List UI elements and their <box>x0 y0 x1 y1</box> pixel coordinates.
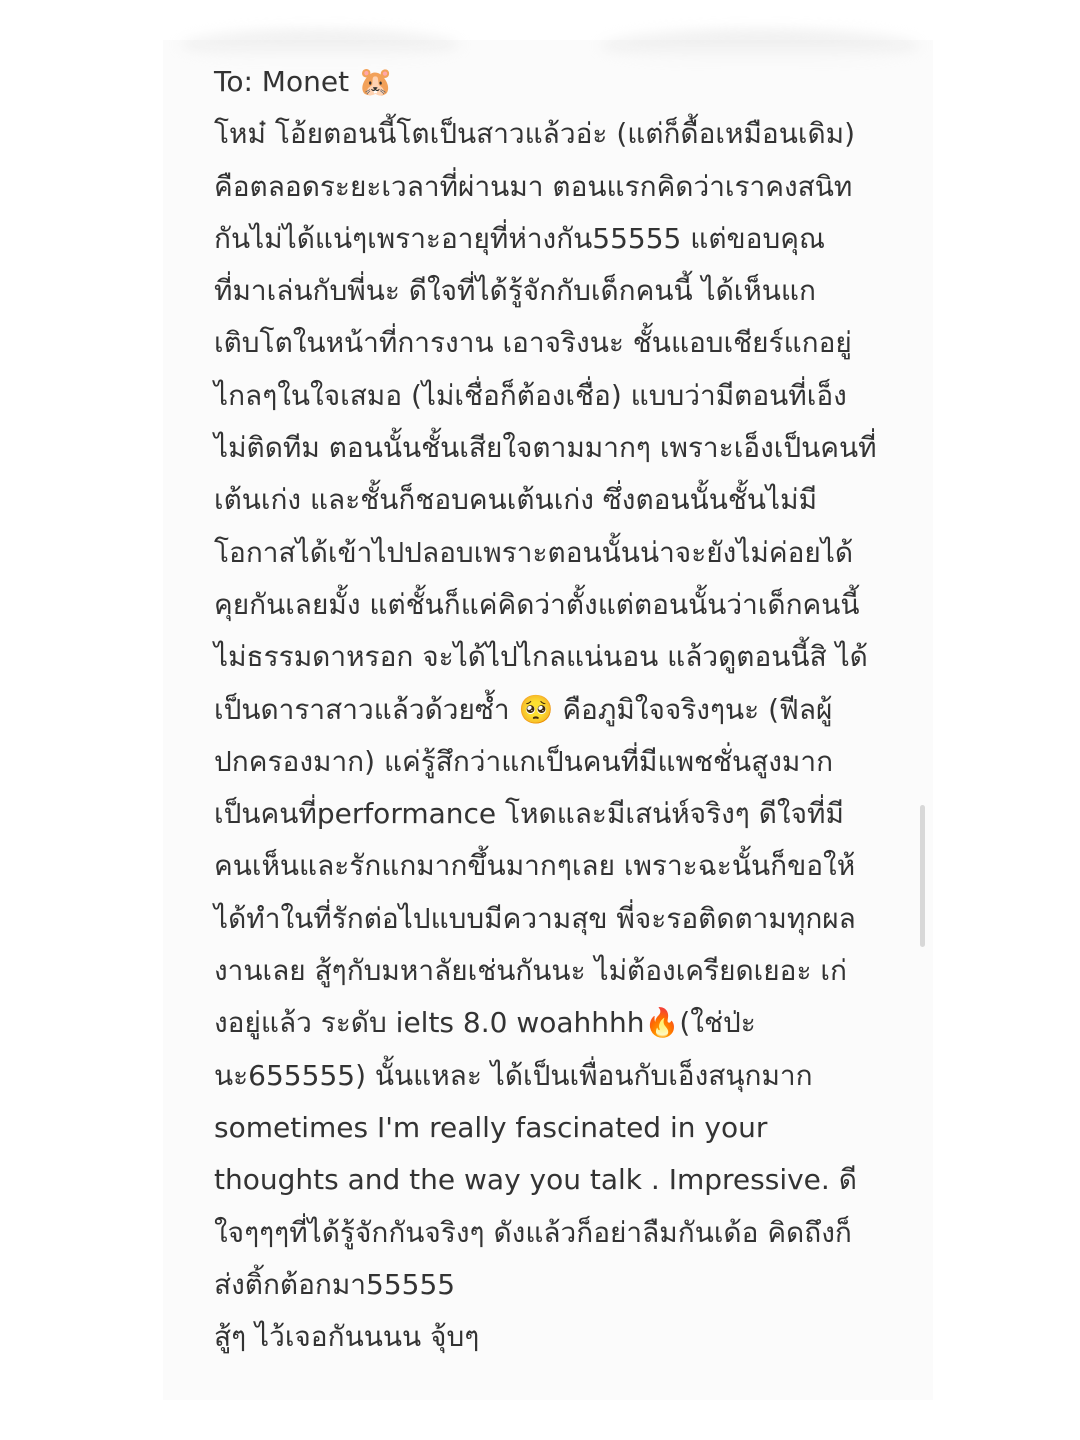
note-line: เติบโตในหน้าที่การงาน เอาจริงนะ ชั้นแอบเชียร์แกอยู่ <box>214 326 852 360</box>
note-line: ไกลๆในใจเสมอ (ไม่เชื่อก็ต้องเชื่อ) แบบว่ามีตอนที่เอ็ง <box>214 378 847 412</box>
note-line: เต้นเก่ง และชั้นก็ชอบคนเต้นเก่ง ซึ่งตอนนั้นชั้นไม่มี <box>214 483 818 517</box>
note-line: ไม่ธรรมดาหรอก จะได้ไปไกลแน่นอน แล้วดูตอนนี้สิ ได้ <box>214 640 868 674</box>
note-line: ได้ทำในที่รักต่อไปแบบมีความสุข พี่จะรอติดตามทุกผล <box>214 901 856 935</box>
note-line: ใจๆๆๆที่ได้รู้จักกันจริงๆ ดังแล้วก็อย่าลืมกันเด้อ คิดถึงก็ <box>214 1215 852 1249</box>
note-line: ปกครองมาก) แค่รู้สึกว่าแกเป็นคนที่มีแพชชั่นสูงมาก <box>214 744 834 778</box>
note-line: โอกาสได้เข้าไปปลอบเพราะตอนนั้นน่าจะยังไม่ค่อยได้ <box>214 535 854 569</box>
note-line: นะ655555) นั้นแหละ ได้เป็นเพื่อนกับเอ็งสนุกมาก <box>214 1058 813 1092</box>
note-line: กันไม่ได้แน่ๆเพราะอายุที่ห่างกัน55555 แต่ขอบคุณ <box>214 221 825 255</box>
note-line: ที่มาเล่นกับพี่นะ ดีใจที่ได้รู้จักกับเด็กคนนี้ ได้เห็นแก <box>214 274 816 308</box>
note-line: ไม่ติดทีม ตอนนั้นชั้นเสียใจตามมากๆ เพราะเอ็งเป็นคนที่ <box>214 431 877 465</box>
note-line: คือตลอดระยะเวลาที่ผ่านมา ตอนแรกคิดว่าเราคงสนิท <box>214 169 853 203</box>
note-line: โหม๋ โอ้ยตอนนี้โตเป็นสาวแล้วอ่ะ (แต่ก็ดื้อเหมือนเดิม) <box>214 117 856 151</box>
note-text-body[interactable] <box>214 56 904 1363</box>
note-greeting-line: To: Monet 🐹 <box>214 65 393 98</box>
note-line: งอยู่แล้ว ระดับ ielts 8.0 woahhhh🔥(ใช่ป่ะ <box>214 1006 756 1040</box>
note-line: เป็นคนที่performance โหดและมีเสน่ห์จริงๆ ดีใจที่มี <box>214 797 844 831</box>
vertical-scrollbar[interactable] <box>920 805 925 947</box>
note-closing-line: สู้ๆ ไว้เจอกันนนน จุ้บๆ <box>214 1320 480 1354</box>
note-line: thoughts and the way you talk . Impressive. ดี <box>214 1163 857 1197</box>
note-line: sometimes I'm really fascinated in your <box>214 1110 768 1144</box>
note-line: งานเลย สู้ๆกับมหาลัยเช่นกันนะ ไม่ต้องเครียดเยอะ เก่ <box>214 954 847 988</box>
note-line: ส่งติ้กต้อกมา55555 <box>214 1267 456 1301</box>
note-line: เป็นดาราสาวแล้วด้วยซ้ำ 🥺 คือภูมิใจจริงๆนะ (ฟีลผู้ <box>214 692 833 726</box>
note-line: คนเห็นและรักแกมากขึ้นมากๆเลย เพราะฉะนั้นก็ขอให้ <box>214 849 856 883</box>
note-line: คุยกันเลยมั้ง แต่ชั้นก็แค่คิดว่าตั้งแต่ตอนนั้นว่าเด็กคนนี้ <box>214 587 860 621</box>
